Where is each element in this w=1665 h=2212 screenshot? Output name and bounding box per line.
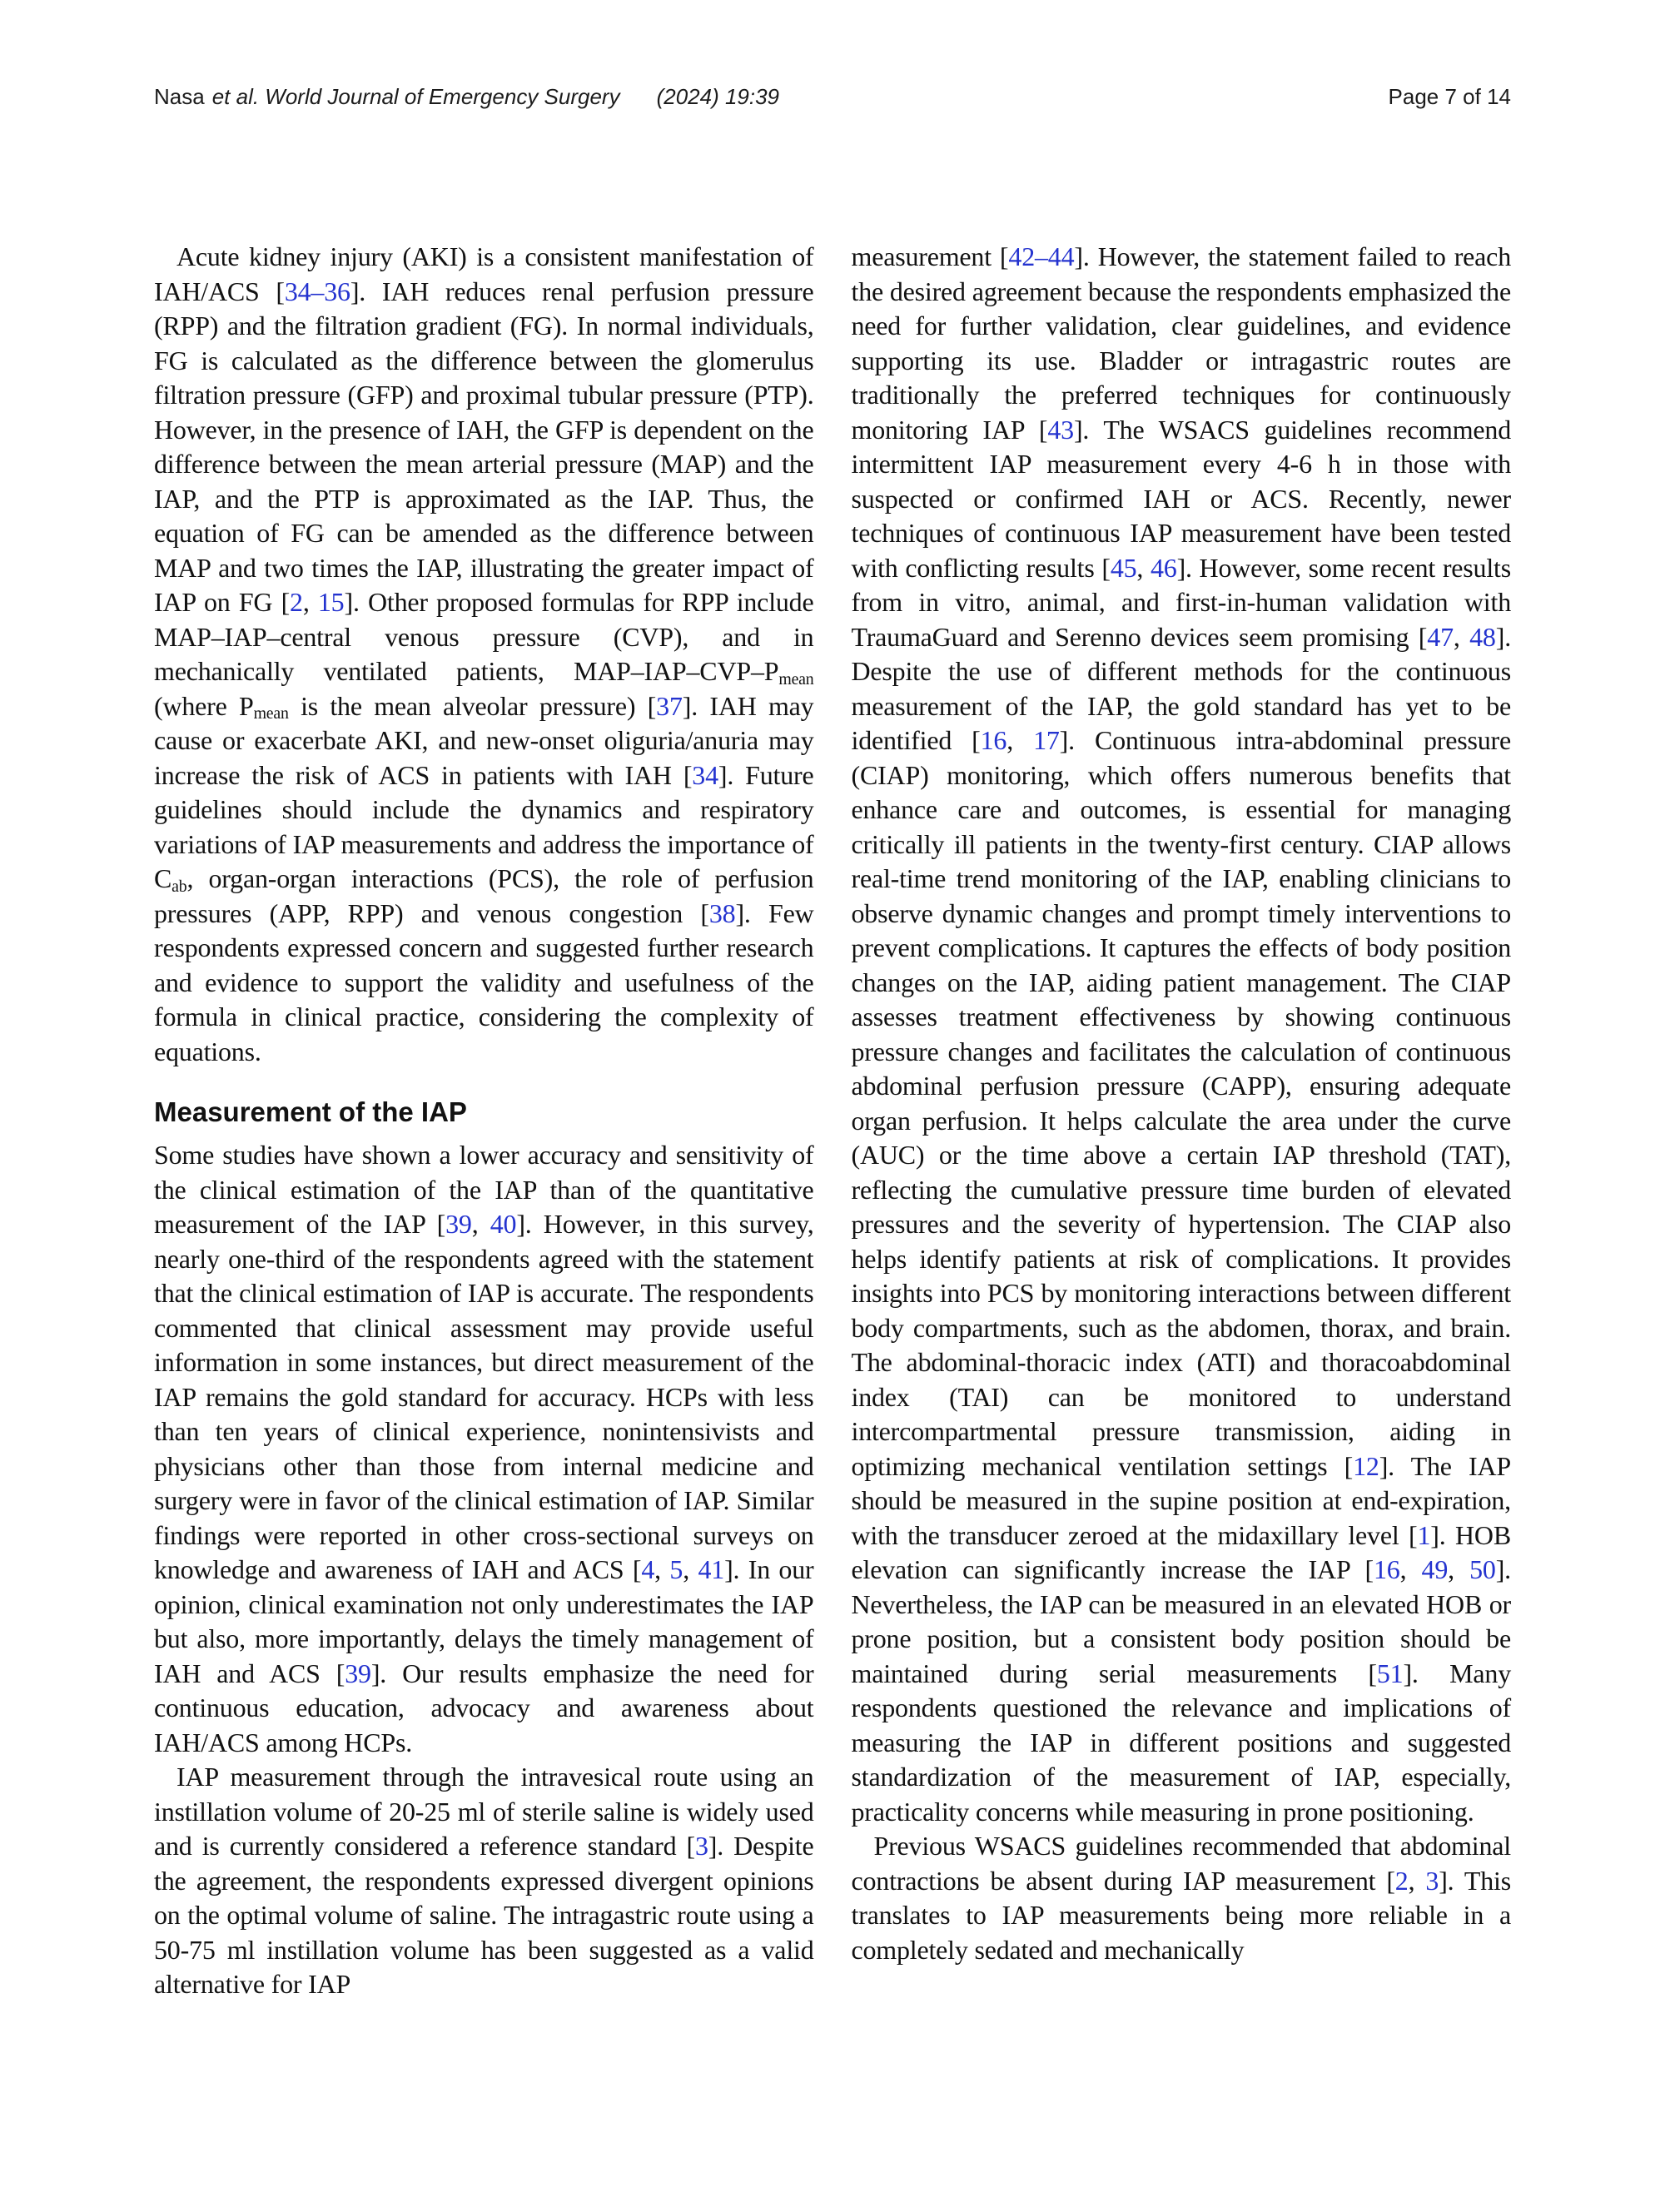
column-left xyxy=(154,240,814,2002)
reference-link[interactable]: 3 xyxy=(1425,1865,1439,1896)
reference-link[interactable]: 51 xyxy=(1376,1658,1404,1688)
reference-link[interactable]: 42–44 xyxy=(1008,241,1075,271)
reference-link[interactable]: 15 xyxy=(317,587,345,617)
citation-issue: (2024) 19:39 xyxy=(656,84,780,109)
page-header xyxy=(154,83,1511,110)
section-heading: Measurement of the IAP xyxy=(154,1096,467,1127)
paragraph: Acute kidney injury (AKI) is a consistent manifestation of IAH/ACS [34–36]. IAH reduces renal perfusion pressure (RPP) and the filtration gradient (FG). In normal individuals, FG is calculated as the difference between the glomerulus filtration pressure (GFP) and proximal tubular pressure (PTP). However, in the presence of IAH, the GFP is dependent on the difference between the mean arterial pressure (MAP) and the IAP, and the PTP is approximated as the IAP. Thus, the equation of FG can be amended as the difference between MAP and two times the IAP, illustrating the greater impact of IAP on FG [2, 15]. Other proposed formulas for RPP include MAP–IAP–central venous pressure (CVP), and in mechanically ventilated patients, MAP–$IAP-CVP-P_{mean}$ (where $P_{mean}$ is the mean alveolar pressure) [37]. IAH may cause or exacerbate AKI, and new-onset oliguria/anuria may increase the risk of ACS in patients with IAH [34]. Future guidelines should include the dynamics and respiratory variations of IAP measurements and address the importance of $C_{ab}$, organ-organ interactions (PCS), the role of perfusion pressures (APP, RPP) and venous congestion [38]. Few respondents expressed concern and suggested further research and evidence to support the validity and usefulness of the formula in clinical practice, considering the complexity of equations. xyxy=(154,241,814,1066)
reference-link[interactable]: 50 xyxy=(1469,1554,1496,1584)
subscript-text: mean xyxy=(253,704,289,723)
reference-link[interactable]: 48 xyxy=(1469,621,1496,652)
paragraph: Previous WSACS guidelines recommended that abdominal contractions be absent during IAP measurement [2, 3]. This translates to IAP measurements being more reliable in a completely sedated and mechanically xyxy=(851,1831,1511,1965)
reference-link[interactable]: 2 xyxy=(290,587,303,617)
reference-link[interactable]: 46 xyxy=(1150,552,1177,583)
paragraph: IAP measurement through the intravesical route using an instillation volume of 20-25 ml of sterile saline is widely used and is currently considered a reference standard [3]. Despite the agreement, the respondents expressed divergent opinions on the optimal volume of saline. The intragastric route using a 50-75 ml instillation volume has been suggested as a valid alternative for IAP xyxy=(154,1762,814,1999)
subscript-text: ab xyxy=(171,877,187,896)
citation-journal: et al. World Journal of Emergency Surgery xyxy=(211,84,620,109)
reference-link[interactable]: 34–36 xyxy=(284,276,350,306)
column-right xyxy=(852,240,1512,2002)
header-page-number: Page 7 of 14 xyxy=(1388,84,1511,109)
reference-link[interactable]: 38 xyxy=(708,897,736,928)
reference-link[interactable]: 49 xyxy=(1421,1554,1449,1584)
citation-authors: Nasa xyxy=(154,84,205,109)
reference-link[interactable]: 1 xyxy=(1417,1519,1431,1550)
reference-link[interactable]: 17 xyxy=(1033,725,1060,755)
reference-link[interactable]: 43 xyxy=(1047,414,1074,445)
reference-link[interactable]: 12 xyxy=(1353,1450,1379,1481)
paragraph: Some studies have shown a lower accuracy and sensitivity of the clinical estimation of the IAP than of the quantitative measurement of the IAP [39, 40]. However, in this survey, nearly one-third of the respondents agreed with the statement that the clinical estimation of IAP is accurate. The respondents commented that clinical assessment may provide useful information in some instances, but direct measurement of the IAP remains the gold standard for accuracy. HCPs with less than ten years of clinical experience, nonintensivists and physicians other than those from internal medicine and surgery were in favor of the clinical estimation of IAP. Similar findings were reported in other cross-sectional surveys on knowledge and awareness of IAH and ACS [4, 5, 41]. In our opinion, clinical examination not only underestimates the IAP but also, more importantly, delays the timely management of IAH and ACS [39]. Our results emphasize the need for continuous education, advocacy and awareness about IAH/ACS among HCPs. xyxy=(154,1140,814,1757)
reference-link[interactable]: 45 xyxy=(1110,552,1137,583)
reference-link[interactable]: 16 xyxy=(1373,1554,1400,1584)
reference-link[interactable]: 41 xyxy=(698,1554,725,1584)
reference-link[interactable]: 4 xyxy=(641,1554,655,1584)
reference-link[interactable]: 39 xyxy=(445,1209,472,1239)
reference-link[interactable]: 5 xyxy=(669,1554,683,1584)
reference-link[interactable]: 37 xyxy=(656,690,683,721)
header-citation xyxy=(154,83,779,110)
subscript-text: mean xyxy=(778,669,814,688)
reference-link[interactable]: 40 xyxy=(490,1209,517,1239)
reference-link[interactable]: 3 xyxy=(694,1831,708,1861)
article-body xyxy=(154,240,1511,2002)
reference-link[interactable]: 39 xyxy=(345,1658,371,1688)
reference-link[interactable]: 47 xyxy=(1427,621,1454,652)
reference-link[interactable]: 2 xyxy=(1394,1865,1409,1896)
reference-link[interactable]: 16 xyxy=(980,725,1007,755)
reference-link[interactable]: 34 xyxy=(692,759,718,790)
paragraph: measurement [42–44]. However, the statement failed to reach the desired agreement because the respondents emphasized the need for further validation, clear guidelines, and evidence supporting its use. Bladder or intragastric routes are traditionally the preferred techniques for continuously monitoring IAP [43]. The WSACS guidelines recommend intermittent IAP measurement every 4-6 h in those with suspected or confirmed IAH or ACS. Recently, newer techniques of continuous IAP measurement have been tested with conflicting results [45, 46]. However, some recent results from in vitro, animal, and first-in-human validation with TraumaGuard and Serenno devices seem promising [47, 48]. Despite the use of different methods for the continuous measurement of the IAP, the gold standard has yet to be identified [16, 17]. Continuous intra-abdominal pressure (CIAP) monitoring, which offers numerous benefits that enhance care and outcomes, is essential for managing critically ill patients in the twenty-first century. CIAP allows real-time trend monitoring of the IAP, enabling clinicians to observe dynamic changes and prompt timely interventions to prevent complications. It captures the effects of body position changes on the IAP, aiding patient management. The CIAP assesses treatment effectiveness by showing continuous pressure changes and facilitates the calculation of continuous abdominal perfusion pressure (CAPP), ensuring adequate organ perfusion. It helps calculate the area under the curve (AUC) or the time above a certain IAP threshold (TAT), reflecting the cumulative pressure time burden of elevated pressures and the severity of hypertension. The CIAP also helps identify patients at risk of complications. It provides insights into PCS by monitoring interactions between different body compartments, such as the abdomen, thorax, and brain. The abdominal-thoracic index (ATI) and thoracoabdominal index (TAI) can be monitored to understand intercompartmental pressure transmission, aiding in optimizing mechanical ventilation settings [12]. The IAP should be measured in the supine position at end-expiration, with the transducer zeroed at the midaxillary level [1]. HOB elevation can significantly increase the IAP [16, 49, 50]. Nevertheless, the IAP can be measured in an elevated HOB or prone position, but a consistent body position should be maintained during serial measurements [51]. Many respondents questioned the relevance and implications of measuring the IAP in different positions and suggested standardization of the measurement of IAP, especially, practicality concerns while measuring in prone positioning. xyxy=(851,241,1511,1827)
